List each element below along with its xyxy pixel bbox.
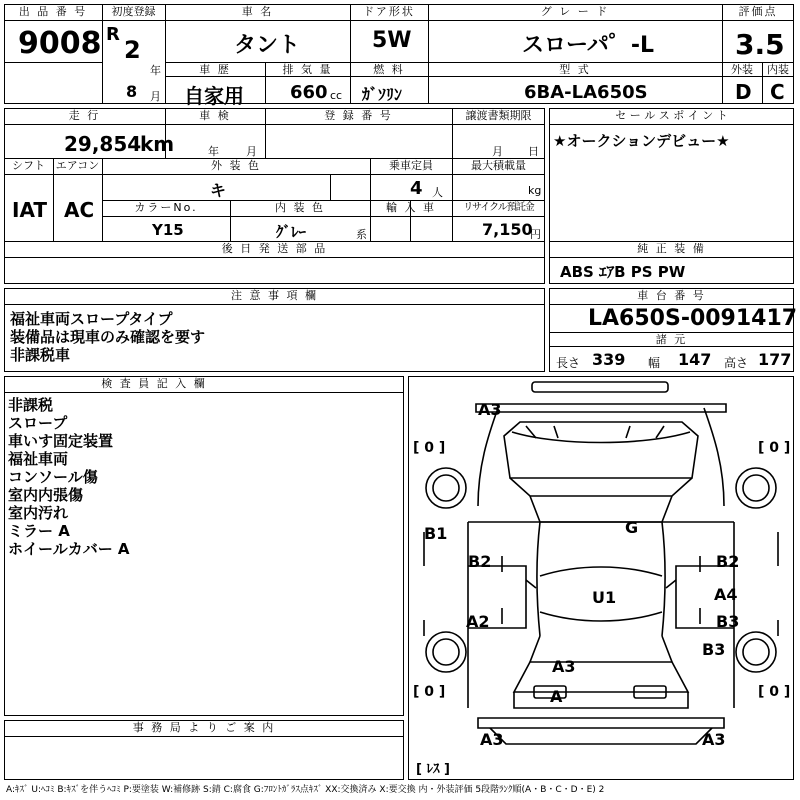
month-value: 8: [126, 82, 138, 101]
height-value: 177: [758, 350, 792, 369]
transfer-label: 譲渡書類期限: [465, 109, 532, 122]
transfer-day: 日: [528, 145, 539, 158]
tire-front-left: [ 0 ]: [413, 440, 446, 456]
damage-mark-u1: U1: [592, 588, 617, 607]
legend-text: A:ｷｽﾞ U:ﾍｺﾐ B:ｷｽﾞを伴うﾍｺﾐ P:要塗装 W:補修跡 S:錆 C:腐食 G:ﾌﾛﾝﾄｶﾞﾗｽ点ｷｽﾞ XX:交換済み X:要交換 内・外装評価 5段階ﾗﾝｸ順(A・B・C・D・E) 2: [6, 785, 605, 795]
capacity-unit: 人: [432, 186, 443, 199]
score-label: 評価点: [738, 5, 778, 18]
mileage-value: 29,854: [64, 132, 142, 156]
notes-line: 福祉車両スロープタイプ: [10, 310, 173, 328]
grade-label: グ レ ー ド: [540, 5, 610, 18]
shift-label: シフト: [12, 159, 45, 172]
car-outline: [408, 376, 794, 780]
inspection-year: 年: [208, 145, 219, 158]
name-label: 車 名: [241, 5, 274, 18]
fuel-label: 燃 料: [373, 63, 405, 76]
equip-value: ABS ｴｱB PS PW: [560, 263, 686, 281]
chassis-label: 車 台 番 号: [637, 289, 706, 302]
lot-label: 出 品 番 号: [18, 5, 88, 18]
tire-rear-left: [ 0 ]: [413, 684, 446, 700]
month-unit: 月: [150, 90, 161, 103]
damage-mark-b1: B1: [424, 524, 448, 543]
damage-mark-a3-top: A3: [478, 400, 502, 419]
inspector-line: ミラー A: [8, 522, 70, 540]
ac-value: AC: [64, 198, 95, 222]
grade-value: スローパ゜-L: [522, 33, 655, 58]
damage-mark-b3-right-mid: B3: [716, 612, 740, 631]
recycle-label: リサイクル預託金: [463, 202, 534, 213]
office-label: 事 務 局 よ り ご 案 内: [132, 721, 276, 734]
damage-mark-b2-right: B2: [716, 552, 740, 571]
damage-mark-g: G: [625, 518, 639, 537]
mileage-unit: km: [140, 132, 175, 156]
later-label: 後 日 発 送 部 品: [221, 242, 328, 255]
height-label: 高さ: [724, 356, 749, 370]
width-label: 幅: [648, 356, 661, 370]
spare-tire: [ ﾚｽ ]: [416, 762, 450, 777]
notes-line: 装備品は現車のみ確認を要す: [10, 328, 206, 346]
color-label: 外 装 色: [211, 159, 261, 172]
damage-mark-b3-right-low: B3: [702, 640, 726, 659]
inspector-label: 検 査 員 記 入 欄: [101, 377, 207, 390]
shift-value: IAT: [12, 198, 48, 222]
notes-line: 非課税車: [10, 346, 71, 364]
damage-mark-a2: A2: [466, 612, 490, 631]
recycle-value: 7,150: [482, 220, 533, 239]
tire-rear-right: [ 0 ]: [758, 684, 791, 700]
interior-label: 内 装 色: [275, 201, 325, 214]
damage-mark-b2-left: B2: [468, 552, 492, 571]
ac-label: エアコン: [55, 159, 100, 172]
disp-label: 排 気 量: [282, 63, 333, 76]
damage-mark-a3-bottom-right: A3: [702, 730, 726, 749]
ext-value: D: [735, 80, 752, 104]
doors-label: ドア形状: [363, 5, 415, 18]
lot-value: 9008: [18, 26, 102, 61]
colorno-value: Y15: [152, 221, 184, 239]
ext-label: 外装: [731, 63, 753, 76]
import-label: 輸 入 車: [386, 201, 436, 214]
name-value: タント: [234, 33, 301, 58]
load-unit: kg: [528, 184, 542, 197]
damage-mark-a3-bottom-left: A3: [480, 730, 504, 749]
history-label: 車 歴: [199, 63, 231, 76]
doors-value: 5W: [372, 28, 412, 53]
equip-label: 純 正 装 備: [637, 242, 706, 255]
chassis-value: LA650S-0091417: [588, 306, 798, 331]
inspector-line: 非課税: [8, 396, 54, 414]
transfer-month: 月: [492, 145, 503, 158]
spec-label: 諸 元: [655, 333, 688, 346]
inspector-line: 車いす固定装置: [8, 432, 114, 450]
recycle-unit: 円: [530, 228, 541, 241]
damage-mark-a4: A4: [714, 585, 738, 604]
sales-value: ★オークションデビュー★: [553, 132, 730, 150]
inspector-line: 室内汚れ: [8, 504, 69, 522]
color-value: キ: [210, 181, 227, 200]
colorno-label: カラーNo.: [134, 201, 198, 214]
inspector-line: 室内内張傷: [8, 486, 84, 504]
int-value: C: [770, 80, 785, 104]
notes-label: 注 意 事 項 欄: [231, 289, 318, 302]
disp-unit: cc: [330, 89, 343, 102]
width-value: 147: [678, 350, 712, 369]
damage-mark-a3-low: A3: [552, 657, 576, 676]
disp-value: 660: [290, 82, 328, 103]
notes-lines: [10, 310, 205, 364]
capacity-label: 乗車定員: [389, 159, 433, 172]
inspection-label: 車 検: [199, 109, 231, 122]
inspector-line: コンソール傷: [8, 468, 98, 486]
model-value: 6BA-LA650S: [524, 82, 648, 103]
history-value: 自家用: [184, 84, 244, 108]
inspection-month: 月: [246, 145, 257, 158]
year-value: 2: [124, 36, 141, 64]
year-unit: 年: [150, 64, 161, 77]
int-label: 内装: [767, 63, 789, 76]
sales-label: セ ー ル ス ポ イ ン ト: [615, 109, 728, 122]
inspector-line: 福祉車両: [8, 450, 69, 468]
tire-front-right: [ 0 ]: [758, 440, 791, 456]
regno-label: 登 録 番 号: [324, 109, 393, 122]
era: R: [106, 24, 120, 45]
inspector-line: スロープ: [8, 414, 68, 432]
length-label: 長さ: [556, 356, 581, 370]
mileage-label: 走 行: [68, 109, 101, 122]
first-reg-label: 初度登録: [111, 5, 156, 18]
damage-mark-a-rear: A: [550, 687, 563, 706]
load-label: 最大積載量: [471, 159, 526, 172]
interior-value: ｸﾞﾚｰ: [276, 223, 307, 241]
inspector-lines: [8, 396, 130, 558]
inspector-line: ホイールカバー A: [8, 540, 130, 558]
length-value: 339: [592, 350, 626, 369]
interior-suffix: 系: [356, 228, 367, 241]
fuel-value: ｶﾞｿﾘﾝ: [362, 85, 403, 104]
score-value: 3.5: [735, 28, 785, 61]
model-label: 型 式: [559, 63, 591, 76]
capacity-value: 4: [410, 178, 423, 199]
